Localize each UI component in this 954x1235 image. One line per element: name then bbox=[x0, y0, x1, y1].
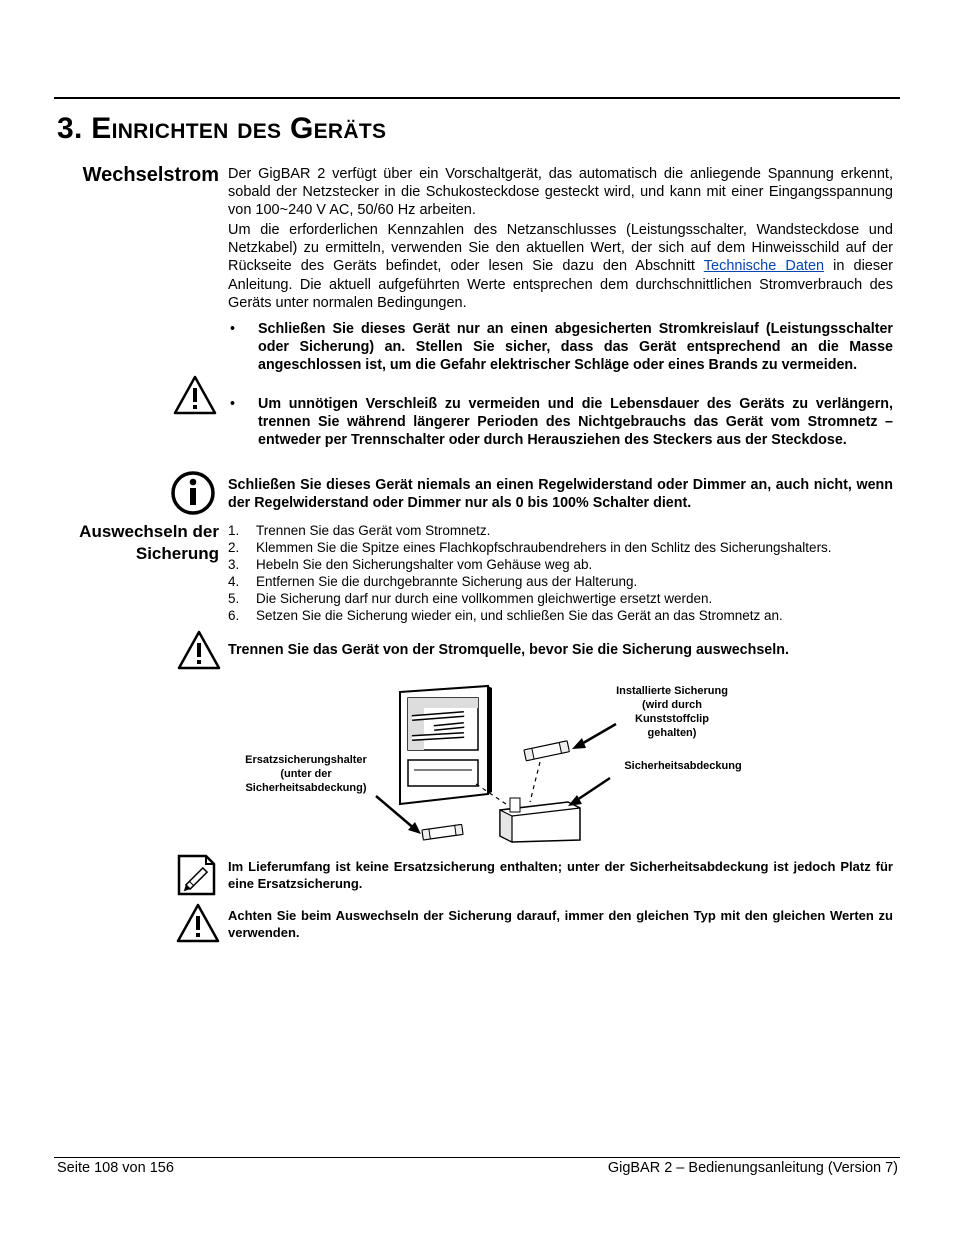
bullet-dot: • bbox=[230, 321, 236, 337]
step-text: Entfernen Sie die durchgebrannte Sicherung aus der Halterung. bbox=[256, 574, 638, 589]
list-item bbox=[228, 573, 893, 590]
bullet-dot: • bbox=[230, 396, 236, 412]
step-number: 4. bbox=[228, 574, 240, 589]
fuse-steps-list bbox=[228, 522, 893, 624]
list-item bbox=[228, 607, 893, 624]
spare-fuse-note: Im Lieferumfang ist keine Ersatzsicherung enthalten; unter der Sicherheitsabdeckung ist jedoch Platz für eine Ersatzsicherung. bbox=[228, 859, 893, 891]
step-text: Die Sicherung darf nur durch eine vollkommen gleichwertige ersetzt werden. bbox=[256, 591, 713, 606]
warning-triangle-icon bbox=[176, 903, 220, 943]
list-item bbox=[228, 556, 893, 573]
step-number: 6. bbox=[228, 608, 240, 623]
step-number: 3. bbox=[228, 557, 240, 572]
note-pencil-icon bbox=[176, 853, 218, 897]
bullet-text: Schließen Sie dieses Gerät nur an einen abgesicherten Stromkreislauf (Leistungsschalter oder Sicherung) an. Stellen Sie sicher, dass das Gerät entsprechend an die Masse angeschlossen ist, um die Gefahr elektrischer Schläge oder eines Brands zu vermeiden. bbox=[258, 321, 893, 373]
section-heading-fuse-line1: Auswechseln der bbox=[79, 522, 219, 541]
fuse-diagram bbox=[228, 678, 788, 848]
step-text: Trennen Sie das Gerät vom Stromnetz. bbox=[256, 523, 491, 538]
step-text: Setzen Sie die Sicherung wieder ein, und schließen Sie das Gerät an das Stromnetz an. bbox=[256, 608, 783, 623]
step-number: 1. bbox=[228, 523, 240, 538]
list-item bbox=[228, 396, 893, 449]
step-text: Hebeln Sie den Sicherungshalter vom Gehäuse weg ab. bbox=[256, 557, 593, 572]
installed-fuse-label-line4: gehalten) bbox=[647, 727, 697, 739]
section-heading-fuse bbox=[54, 521, 219, 565]
spare-fuse-holder-label bbox=[228, 753, 384, 795]
document-title: GigBAR 2 – Bedienungsanleitung (Version 7) bbox=[607, 1160, 898, 1176]
disconnect-note: Trennen Sie das Gerät von der Stromquelle, bevor Sie die Sicherung auswechseln. bbox=[228, 642, 789, 658]
warning-list-2 bbox=[228, 396, 893, 449]
section-heading-ac: Wechselstrom bbox=[82, 164, 219, 186]
safety-cover-label: Sicherheitsabdeckung bbox=[624, 760, 742, 772]
list-item bbox=[228, 539, 893, 556]
installed-fuse-label-line3: Kunststoffclip bbox=[635, 713, 709, 725]
spare-fuse-holder-label-line3: Sicherheitsabdeckung) bbox=[245, 782, 367, 794]
installed-fuse-label-line2: (wird durch bbox=[642, 699, 702, 711]
spare-fuse-holder-label-line2: (unter der bbox=[280, 768, 332, 780]
header-rule bbox=[54, 97, 900, 99]
same-type-note: Achten Sie beim Auswechseln der Sicherung darauf, immer den gleichen Typ mit den gleichen Werten zu verwenden. bbox=[228, 908, 893, 940]
list-item bbox=[228, 522, 893, 539]
info-circle-icon bbox=[170, 470, 216, 516]
dimmer-note: Schließen Sie dieses Gerät niemals an einen Regelwiderstand oder Dimmer an, auch nicht, wenn der Regelwiderstand oder Dimmer nur als 0 bis 100% Schalter dient. bbox=[228, 477, 893, 511]
chapter-title: 3. Einrichten des Geräts bbox=[57, 112, 387, 145]
step-text: Klemmen Sie die Spitze eines Flachkopfschraubendrehers in den Schlitz des Sicherungshalters. bbox=[256, 540, 832, 555]
bullet-text: Um unnötigen Verschleiß zu vermeiden und die Lebensdauer des Geräts zu verlängern, trennen Sie während längerer Perioden des Nichtgebrauchs das Gerät vom Stromnetz – entweder per Trennschalter oder durch Herausziehen des Steckers aus der Steckdose. bbox=[258, 396, 893, 448]
ac-paragraph-2 bbox=[228, 221, 893, 312]
section-heading-fuse-line2: Sicherung bbox=[135, 544, 219, 563]
warning-triangle-icon bbox=[177, 630, 221, 670]
step-number: 2. bbox=[228, 540, 240, 555]
list-item bbox=[228, 321, 893, 374]
ac-paragraph-2-text: Um die erforderlichen Kennzahlen des Netzanschlusses (Leistungsschalter, Wandsteckdose und Netzkabel) zu ermitteln, verwenden Sie den aktuellen Wert, der sich auf dem Hinweisschild auf der Rückseite des Geräts befindet, oder lesen Sie dazu den Abschnitt bbox=[228, 222, 893, 275]
installed-fuse-label-line1: Installierte Sicherung bbox=[616, 685, 728, 697]
spare-fuse-holder-label-line1: Ersatzsicherungshalter bbox=[245, 754, 367, 766]
page-number: Seite 108 von 156 bbox=[57, 1160, 174, 1176]
technische-daten-link[interactable]: Technische Daten bbox=[703, 258, 825, 275]
installed-fuse-label bbox=[592, 684, 752, 740]
ac-paragraph-1: Der GigBAR 2 verfügt über ein Vorschaltgerät, das automatisch die anliegende Spannung erkennt, sobald der Netzstecker in die Schukosteckdose gesteckt wird, und kann mit einer Eingangsspannung von 100~240 V AC, 50/60 Hz arbeiten. bbox=[228, 166, 893, 219]
step-number: 5. bbox=[228, 591, 240, 606]
warning-list-1 bbox=[228, 321, 893, 374]
warning-triangle-icon bbox=[173, 375, 217, 415]
ac-paragraph-2-text-end: in dieser Anleitung. Die aktuell aufgeführten Werte entsprechen dem durchschnittlichen Stromverbrauch des Geräts unter normalen Bedingungen. bbox=[228, 258, 894, 311]
footer-rule bbox=[54, 1157, 900, 1158]
list-item bbox=[228, 590, 893, 607]
